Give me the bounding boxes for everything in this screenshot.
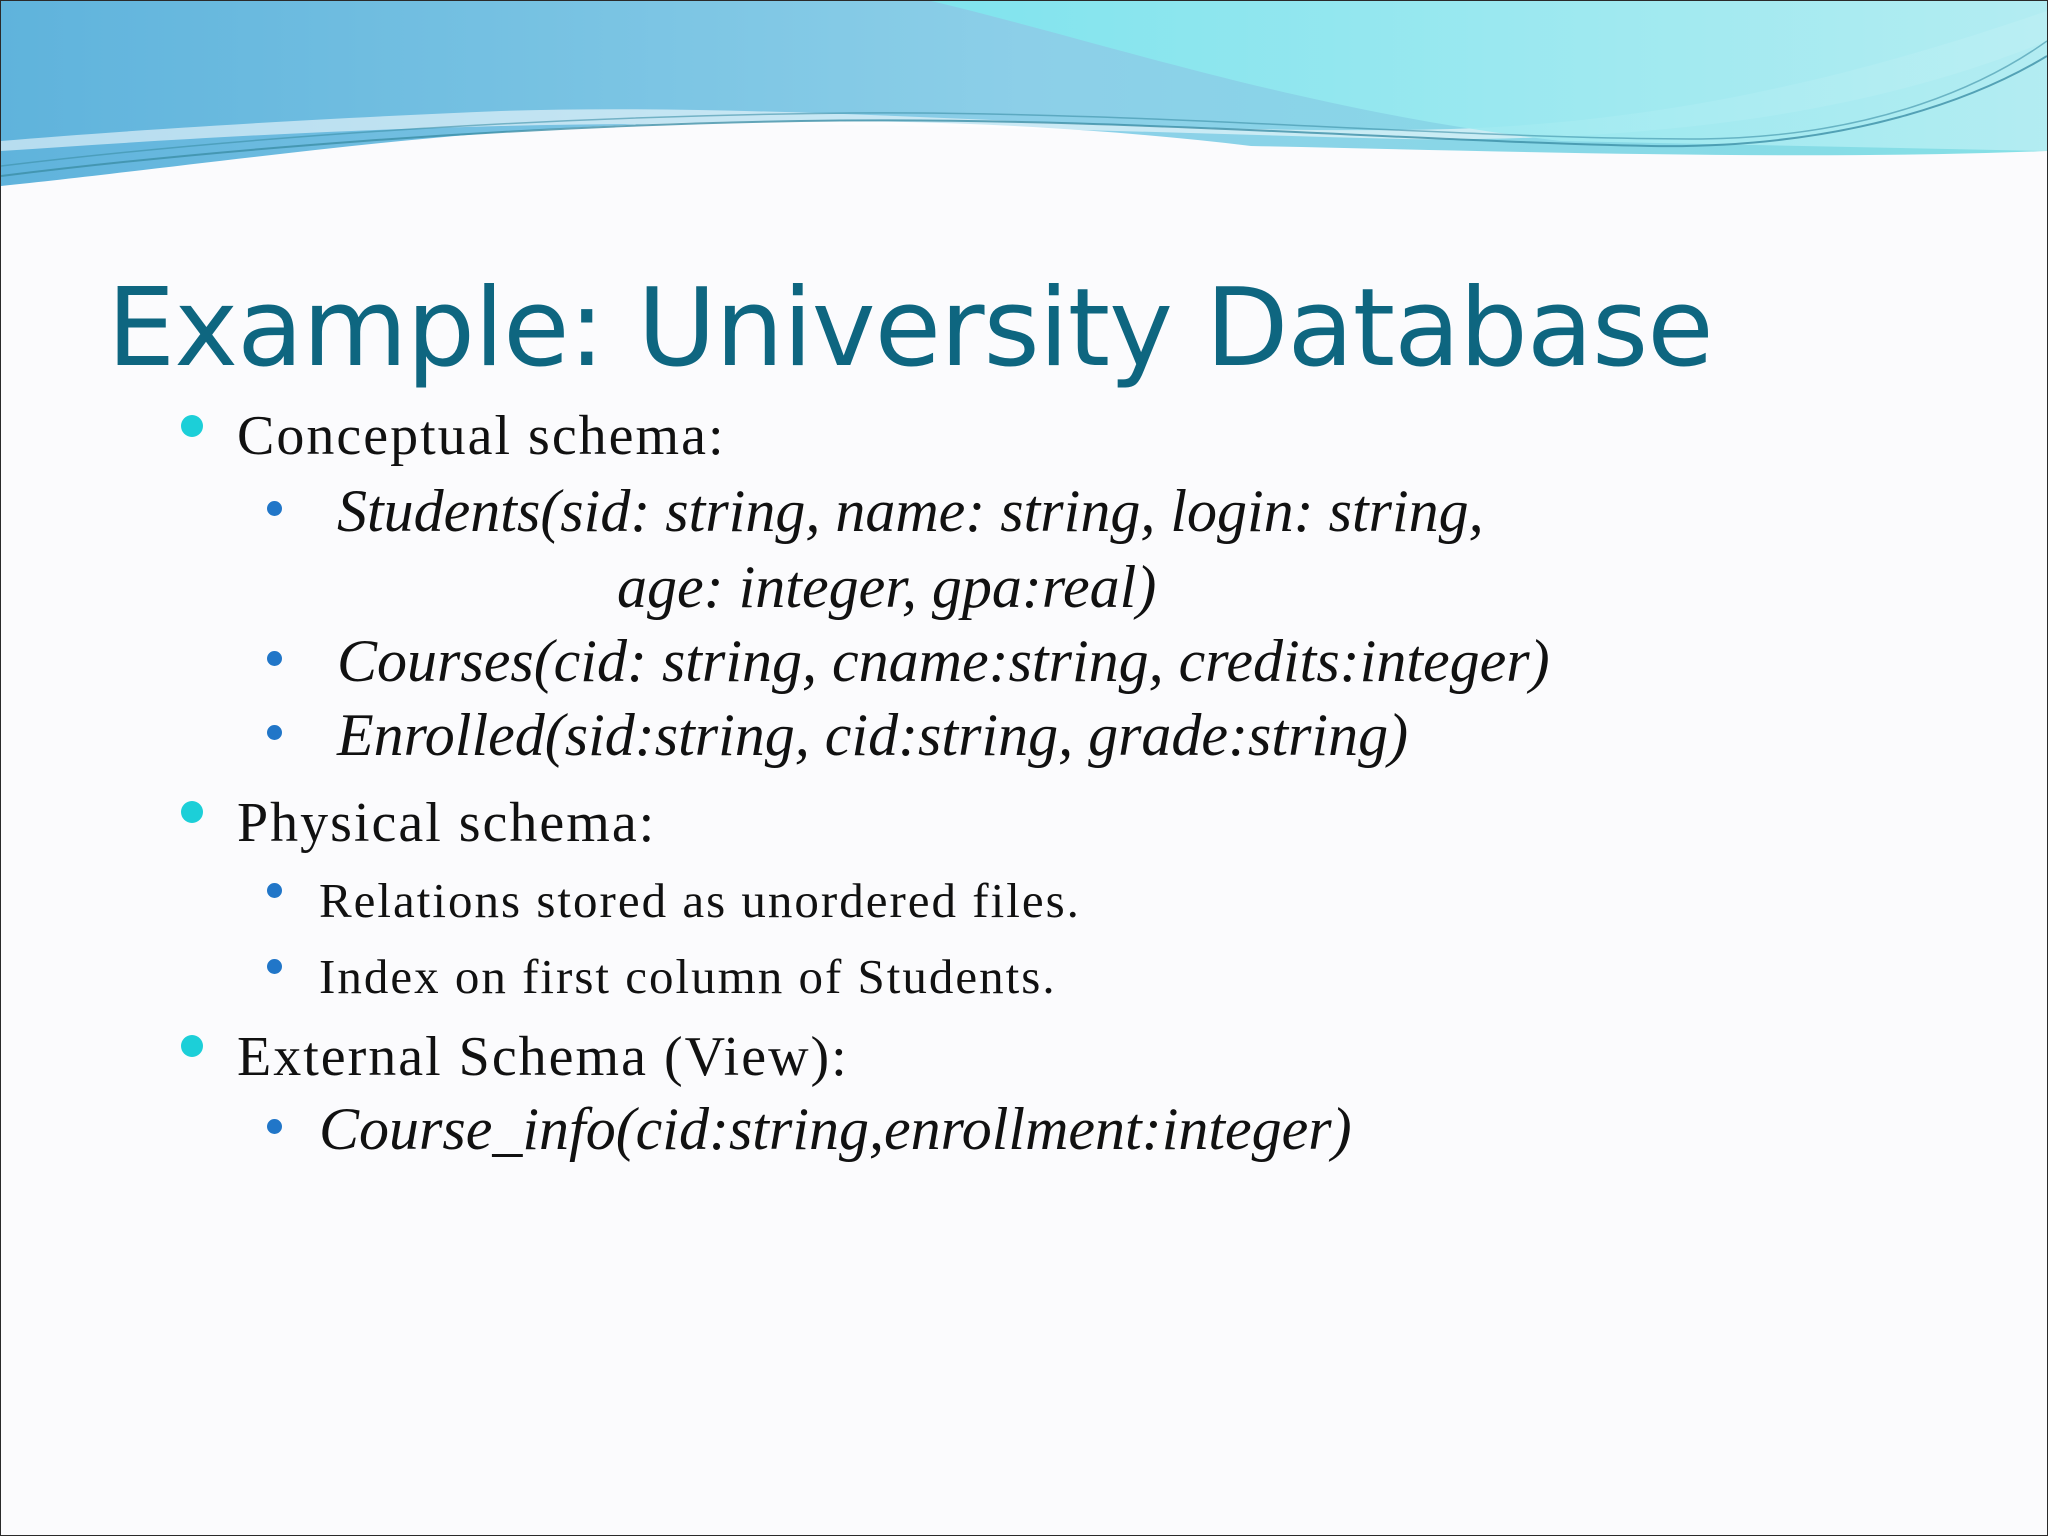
bullet-dot-icon [267,959,282,974]
bullet-dot-icon [267,651,282,666]
slide-title: Example: University Database [107,266,1713,391]
schema-item-enrolled: Enrolled(sid:string, cid:string, grade:string) [337,702,1409,768]
bullet-dot-icon [267,501,282,516]
section-external-schema: External Schema (View): [237,1026,849,1088]
bullet-dot-icon [181,801,203,823]
bullet-dot-icon [267,725,282,740]
schema-item-students: Students(sid: string, name: string, login: string, [337,478,1484,544]
bullet-dot-icon [267,883,282,898]
section-conceptual-schema: Conceptual schema: [237,405,726,467]
physical-item-index: Index on first column of Students. [319,949,1057,1004]
bullet-dot-icon [181,1035,203,1057]
physical-item-relations: Relations stored as unordered files. [319,873,1081,928]
section-physical-schema: Physical schema: [237,792,657,854]
schema-item-courses: Courses(cid: string, cname:string, credits:integer) [337,628,1550,694]
external-item-course-info: Course_info(cid:string,enrollment:integer) [319,1096,1352,1162]
slide-content [1,1,2047,1535]
bullet-dot-icon [267,1119,282,1134]
schema-item-students-continued: age: integer, gpa:real) [617,554,1157,620]
bullet-dot-icon [181,415,203,437]
